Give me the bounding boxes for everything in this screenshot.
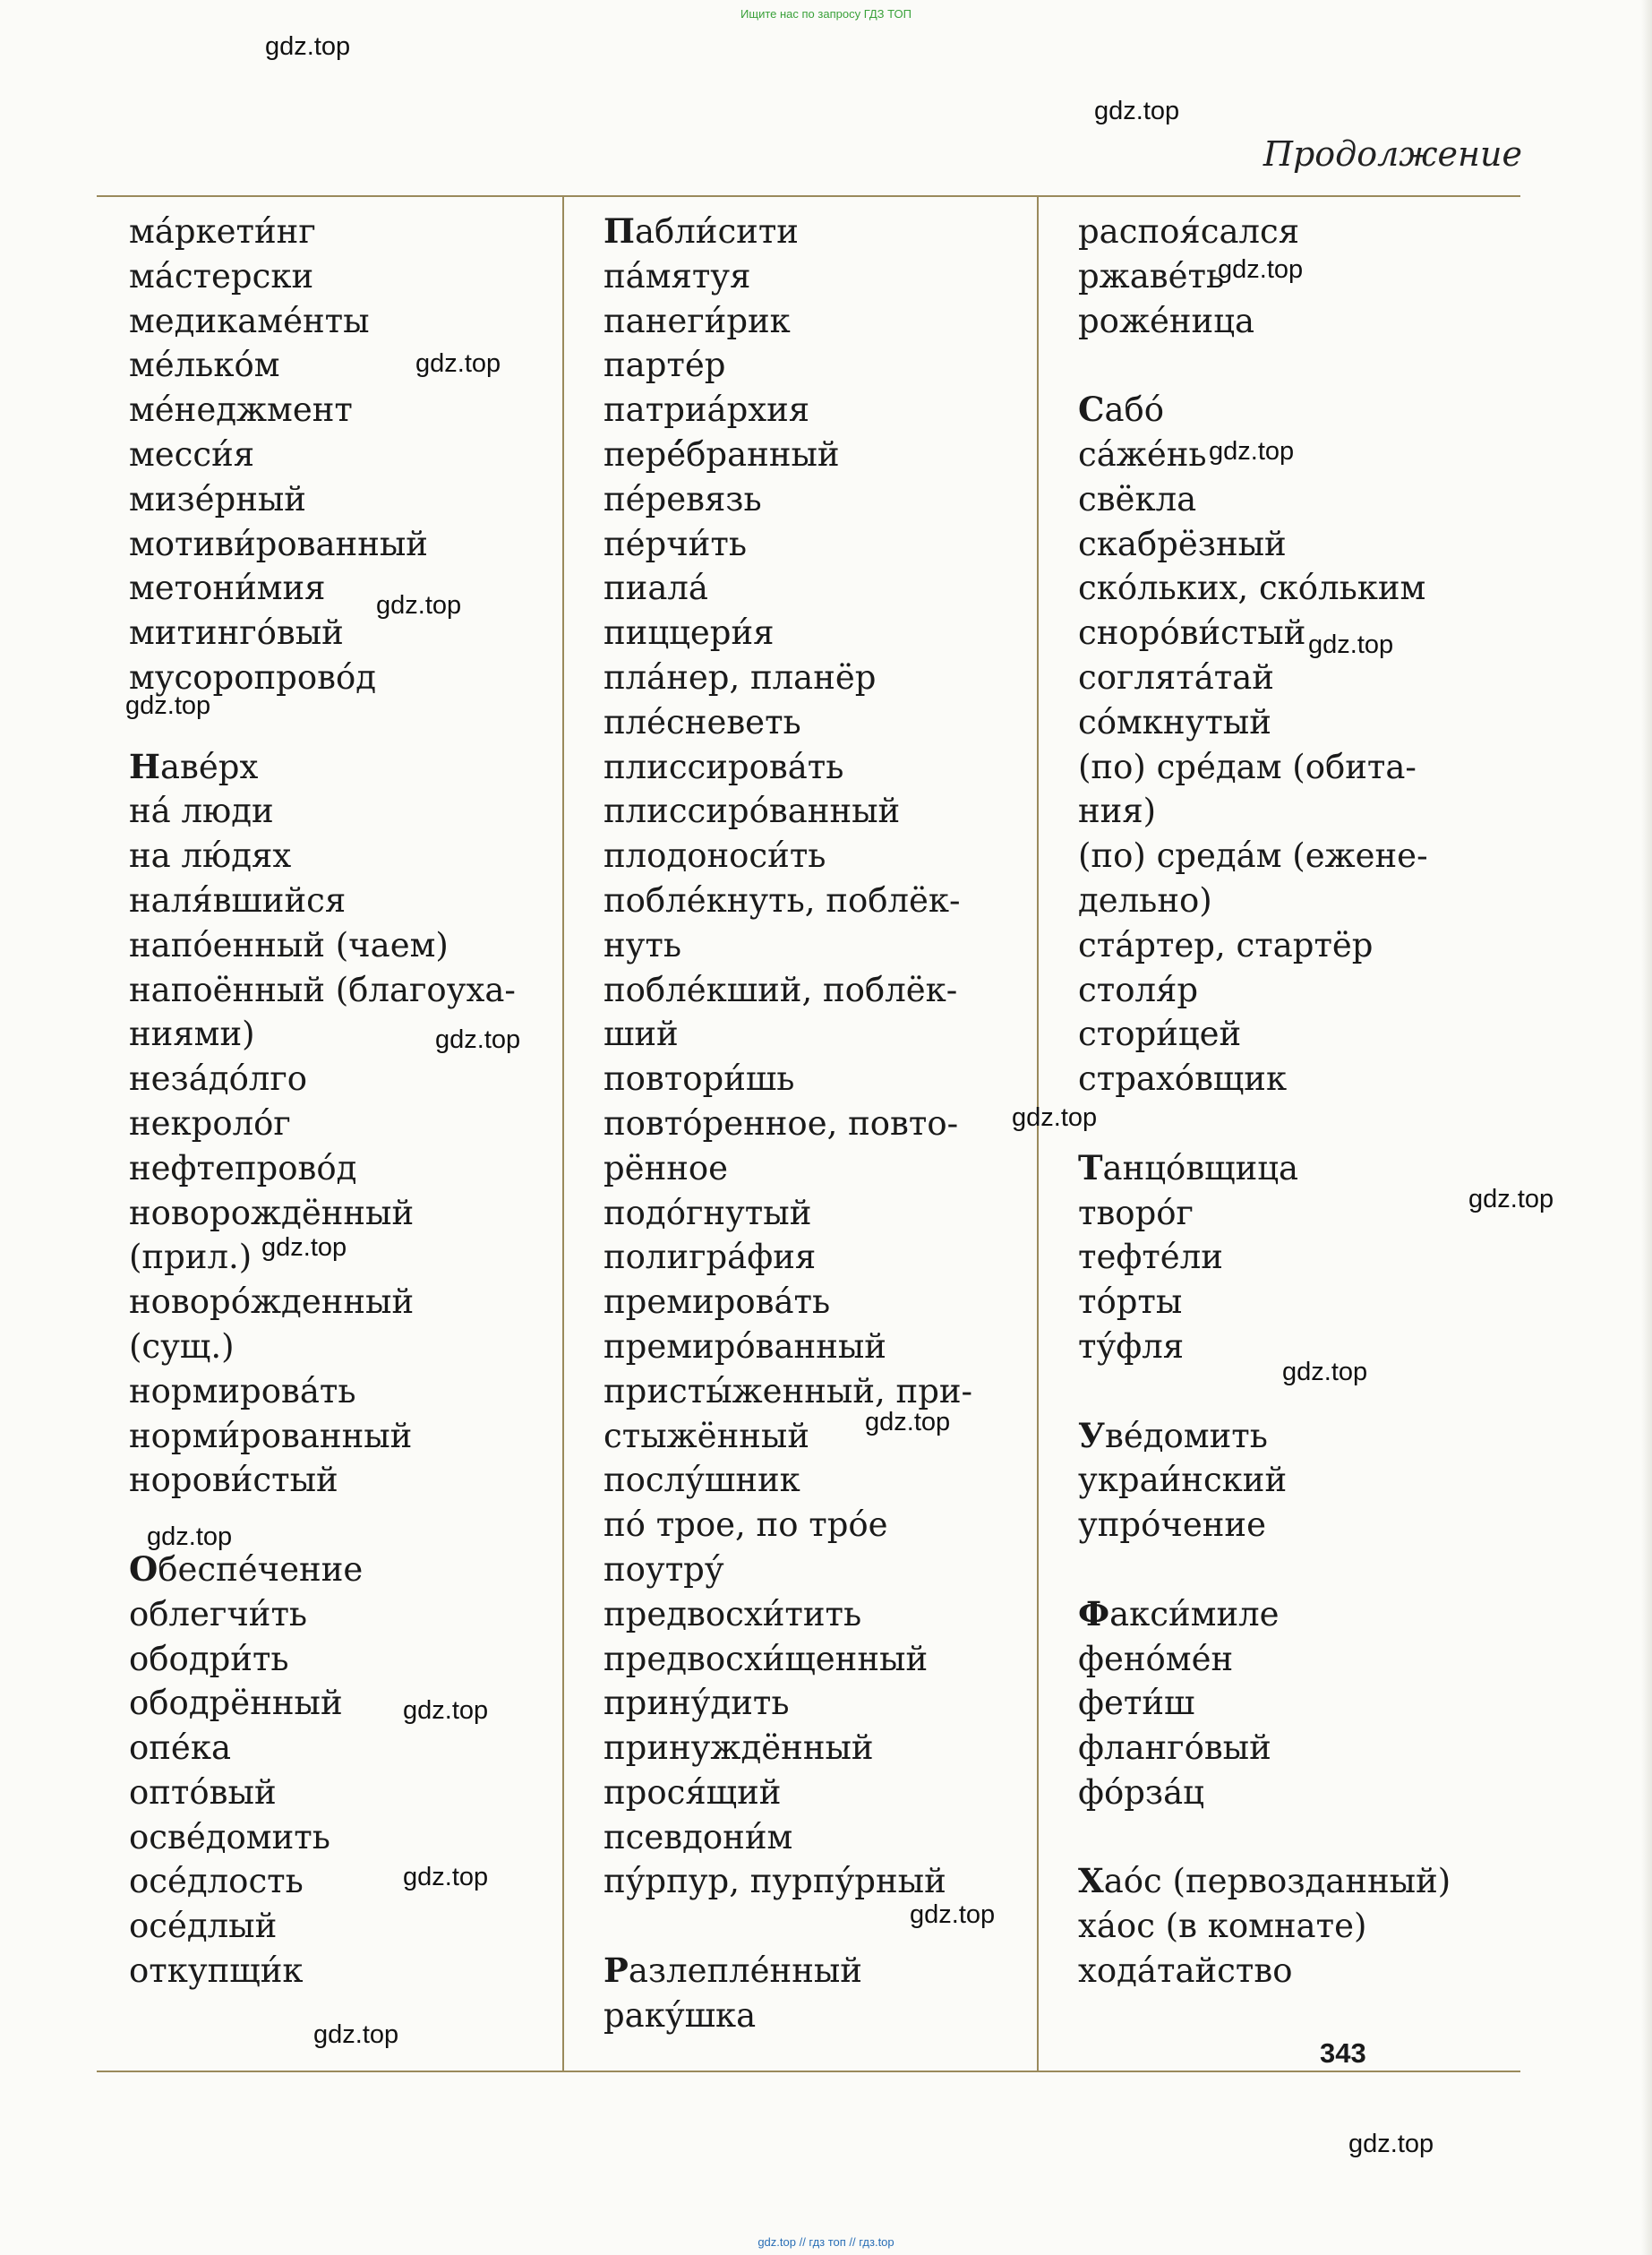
dictionary-word: митинго́вый xyxy=(129,613,344,653)
dictionary-word: ско́льких, ско́льким xyxy=(1078,569,1426,608)
top-banner[interactable]: Ищите нас по запросу ГДЗ ТОП xyxy=(740,7,912,21)
dictionary-word: Факси́миле xyxy=(1078,1593,1280,1633)
dictionary-word: пу́рпур, пурпу́рный xyxy=(603,1862,946,1901)
dictionary-word: подо́гнутый xyxy=(603,1193,812,1232)
dictionary-word: присты́женный, при- xyxy=(603,1371,973,1410)
dictionary-word: осе́длость xyxy=(129,1862,304,1901)
dictionary-word: парте́р xyxy=(603,346,726,385)
dictionary-word: опто́вый xyxy=(129,1772,277,1812)
dictionary-word: осе́длый xyxy=(129,1907,278,1946)
bottom-banner[interactable]: gdz.top // гдз топ // гдз.top xyxy=(758,2235,894,2249)
dictionary-word: на лю́дях xyxy=(129,836,292,876)
dictionary-word: пе́ревязь xyxy=(603,479,762,519)
dictionary-word: ободрённый xyxy=(129,1684,343,1723)
dictionary-word: Обеспе́чение xyxy=(129,1548,364,1589)
dictionary-word: ха́ос (в комнате) xyxy=(1078,1907,1367,1946)
watermark: gdz.top xyxy=(435,1025,521,1054)
dictionary-word: наля́вшийся xyxy=(129,880,347,920)
dictionary-word: побле́кнуть, поблёк- xyxy=(603,880,961,920)
dictionary-word: Хао́с (первозданный) xyxy=(1078,1861,1451,1901)
dictionary-word: хода́тайство xyxy=(1078,1951,1293,1991)
dictionary-word: повтори́шь xyxy=(603,1059,795,1099)
dictionary-word: соглята́тай xyxy=(1078,657,1274,697)
dictionary-word: предвосхи́тить xyxy=(603,1594,862,1633)
watermark: gdz.top xyxy=(415,349,501,378)
dictionary-word: распоя́сался xyxy=(1078,212,1300,251)
dictionary-word: Пабли́сити xyxy=(603,211,799,251)
watermark: gdz.top xyxy=(1209,437,1295,466)
word-column-1 xyxy=(129,210,559,1993)
dictionary-word: пле́сневеть xyxy=(603,702,801,742)
dictionary-word: предвосхи́щенный xyxy=(603,1639,929,1678)
dictionary-word: ме́лько́м xyxy=(129,346,280,385)
dictionary-word: осве́домить xyxy=(129,1817,330,1856)
dictionary-word: свёкла xyxy=(1078,479,1197,519)
dictionary-word: норови́стый xyxy=(129,1461,338,1500)
watermark: gdz.top xyxy=(261,1233,347,1262)
dictionary-word: премиро́ванный xyxy=(603,1326,886,1366)
dictionary-word: по́ трое, по тро́е xyxy=(603,1505,888,1545)
dictionary-word: повто́ренное, повто- xyxy=(603,1103,959,1143)
dictionary-word: премирова́ть xyxy=(603,1282,831,1322)
watermark: gdz.top xyxy=(1094,97,1180,125)
dictionary-word: плиссиро́ванный xyxy=(603,792,901,831)
dictionary-word: плиссирова́ть xyxy=(603,747,844,786)
dictionary-word: послу́шник xyxy=(603,1461,800,1500)
dictionary-word: ме́неджмент xyxy=(129,390,353,430)
dictionary-word: ста́ртер, стартёр xyxy=(1078,925,1374,965)
dictionary-word: псевдони́м xyxy=(603,1817,793,1856)
dictionary-word: перé́бранный xyxy=(603,434,840,474)
dictionary-word: ниями) xyxy=(129,1015,255,1054)
dictionary-word: то́рты xyxy=(1078,1282,1183,1322)
page-number: 343 xyxy=(1320,2037,1366,2069)
watermark: gdz.top xyxy=(1218,255,1304,284)
column-divider xyxy=(562,197,564,2071)
letter-group-gap xyxy=(1078,1548,1520,1592)
watermark: gdz.top xyxy=(125,691,211,720)
letter-group-gap xyxy=(1078,343,1520,388)
watermark: gdz.top xyxy=(147,1522,233,1551)
watermark: gdz.top xyxy=(313,2020,399,2049)
dictionary-word: са́же́нь xyxy=(1078,434,1207,474)
dictionary-table xyxy=(97,195,1520,2072)
dictionary-word: откупщи́к xyxy=(129,1951,304,1991)
dictionary-word: (сущ.) xyxy=(129,1326,235,1366)
dictionary-word: напоённый (благоуха- xyxy=(129,970,516,1009)
dictionary-word: ту́фля xyxy=(1078,1326,1185,1366)
dictionary-word: панеги́рик xyxy=(603,301,791,340)
watermark: gdz.top xyxy=(910,1900,996,1929)
dictionary-word: месси́я xyxy=(129,434,255,474)
dictionary-word: (по) среда́м (еженe- xyxy=(1078,836,1428,876)
dictionary-word: плодоноси́ть xyxy=(603,836,826,876)
dictionary-word: пиццери́я xyxy=(603,613,775,653)
watermark: gdz.top xyxy=(1282,1358,1368,1386)
letter-group-gap xyxy=(1078,1815,1520,1860)
watermark: gdz.top xyxy=(1308,630,1394,659)
dictionary-word: Сабо́ xyxy=(1078,390,1165,430)
dictionary-word: тефте́ли xyxy=(1078,1238,1223,1277)
dictionary-word: неза́до́лго xyxy=(129,1059,308,1099)
watermark: gdz.top xyxy=(376,591,462,620)
word-column-2 xyxy=(603,210,1042,2038)
dictionary-word: фено́ме́н xyxy=(1078,1639,1234,1678)
dictionary-word: мотиви́рованный xyxy=(129,524,428,563)
dictionary-word: ший xyxy=(603,1015,679,1054)
dictionary-word: Уве́домить xyxy=(1078,1415,1268,1455)
dictionary-word: метони́мия xyxy=(129,569,326,608)
dictionary-word: ния) xyxy=(1078,792,1157,831)
dictionary-word: Танцо́вщица xyxy=(1078,1147,1299,1188)
dictionary-word: стыжённый xyxy=(603,1416,810,1455)
dictionary-word: на́ люди xyxy=(129,792,274,831)
dictionary-word: страхо́вщик xyxy=(1078,1059,1288,1099)
dictionary-word: ржаве́ть xyxy=(1078,256,1225,296)
watermark: gdz.top xyxy=(1468,1185,1554,1213)
dictionary-word: сноро́ви́стый xyxy=(1078,613,1306,653)
dictionary-word: норми́рованный xyxy=(129,1416,413,1455)
page-edge xyxy=(1641,0,1652,2255)
dictionary-word: пе́рчи́ть xyxy=(603,524,747,563)
dictionary-word: па́мятуя xyxy=(603,256,751,296)
continuation-label: Продолжение xyxy=(1263,134,1522,174)
dictionary-word: поутру́ xyxy=(603,1549,724,1589)
dictionary-word: раку́шка xyxy=(603,1995,757,2035)
dictionary-word: творо́г xyxy=(1078,1193,1194,1232)
dictionary-word: новоро́жденный xyxy=(129,1282,415,1322)
dictionary-word: дельно) xyxy=(1078,880,1212,920)
dictionary-word: нормирова́ть xyxy=(129,1371,356,1410)
dictionary-word: нефтепрово́д xyxy=(129,1148,357,1188)
dictionary-word: столя́р xyxy=(1078,970,1198,1009)
watermark: gdz.top xyxy=(265,32,351,61)
watermark: gdz.top xyxy=(1348,2130,1434,2158)
dictionary-word: стори́цей xyxy=(1078,1015,1242,1054)
dictionary-word: ободри́ть xyxy=(129,1639,289,1678)
dictionary-word: фо́рза́ц xyxy=(1078,1772,1204,1812)
dictionary-word: (по) сре́дам (обита- xyxy=(1078,747,1417,786)
dictionary-word: (прил.) xyxy=(129,1238,253,1277)
dictionary-word: Наве́рх xyxy=(129,746,259,786)
dictionary-word: роже́ница xyxy=(1078,301,1255,340)
watermark: gdz.top xyxy=(403,1863,489,1891)
dictionary-word: нуть xyxy=(603,925,682,965)
dictionary-word: облегчи́ть xyxy=(129,1594,308,1633)
dictionary-word: опе́ка xyxy=(129,1728,232,1768)
watermark: gdz.top xyxy=(403,1696,489,1725)
dictionary-word: ма́ркети́нг xyxy=(129,212,316,251)
dictionary-word: принуждённый xyxy=(603,1728,874,1768)
dictionary-word: ма́стерски xyxy=(129,256,314,296)
dictionary-word: со́мкнутый xyxy=(1078,702,1271,742)
dictionary-word: новорождённый xyxy=(129,1193,415,1232)
dictionary-word: патриа́рхия xyxy=(603,390,810,430)
dictionary-word: скабрёзный xyxy=(1078,524,1287,563)
dictionary-word: некроло́г xyxy=(129,1103,291,1143)
dictionary-word: украи́нский xyxy=(1078,1461,1288,1500)
dictionary-word: напо́енный (чаем) xyxy=(129,925,449,965)
dictionary-word: пла́нер, планёр xyxy=(603,657,877,697)
dictionary-word: прося́щий xyxy=(603,1772,782,1812)
dictionary-word: побле́кший, поблёк- xyxy=(603,970,958,1009)
dictionary-word: фланго́вый xyxy=(1078,1728,1271,1768)
word-column-3 xyxy=(1078,210,1520,1993)
dictionary-word: пиала́ xyxy=(603,569,708,608)
watermark: gdz.top xyxy=(1012,1103,1098,1132)
dictionary-word: упро́чение xyxy=(1078,1505,1266,1545)
dictionary-word: прину́дить xyxy=(603,1684,790,1723)
dictionary-word: Разлепле́нный xyxy=(603,1951,862,1991)
letter-group-gap xyxy=(1078,1102,1520,1146)
dictionary-word: полигра́фия xyxy=(603,1238,817,1277)
watermark: gdz.top xyxy=(865,1408,951,1436)
dictionary-word: медикаме́нты xyxy=(129,301,370,340)
dictionary-word: фети́ш xyxy=(1078,1684,1195,1723)
dictionary-word: мусоропрово́д xyxy=(129,657,377,697)
dictionary-word: мизе́рный xyxy=(129,479,306,519)
dictionary-word: рённое xyxy=(603,1148,729,1188)
